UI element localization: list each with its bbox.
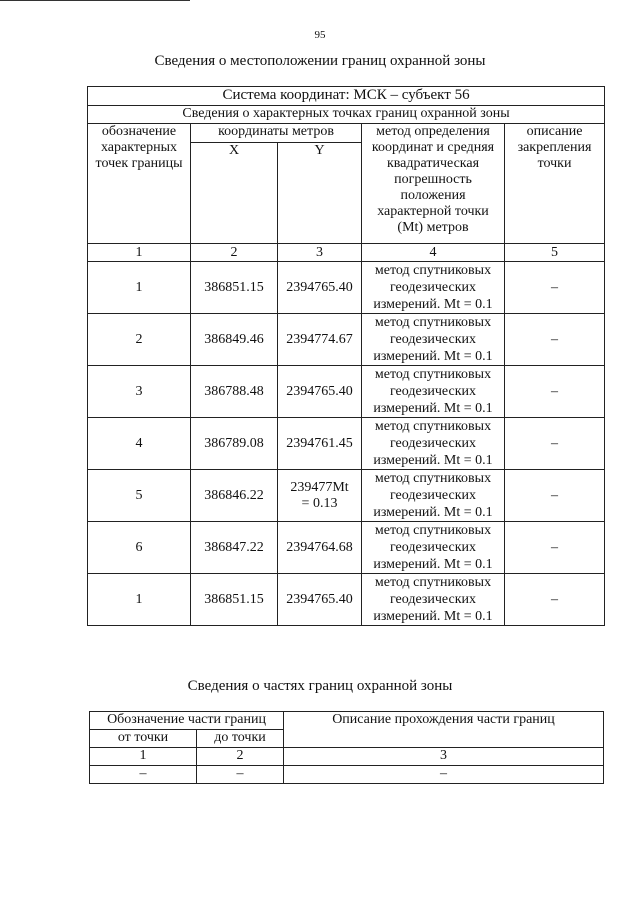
cell-x: 386847.22 (191, 522, 278, 574)
col-number: 3 (284, 748, 604, 766)
header-y: Y (278, 143, 362, 244)
cell-point: 4 (88, 418, 191, 470)
table-row (90, 766, 604, 784)
cell-from: – (90, 766, 197, 784)
coordinate-system: Система координат: МСК – субъект 56 (88, 87, 605, 106)
cell-point: 3 (88, 366, 191, 418)
header-method: метод определения координат и средняя квадратическая погрешность положения характерной точки (Mt) метров (362, 124, 505, 244)
cell-y: 2394761.45 (278, 418, 362, 470)
table-row (88, 366, 605, 418)
table-row (88, 262, 605, 314)
table-row (88, 470, 605, 522)
col-number: 2 (197, 748, 284, 766)
col-number: 3 (278, 244, 362, 262)
heading-parts: Сведения о частях границ охранной зоны (187, 678, 453, 694)
cell-x: 386851.15 (191, 574, 278, 626)
cell-y: 2394765.40 (278, 574, 362, 626)
cell-desc: – (505, 470, 605, 522)
cell-desc: – (505, 522, 605, 574)
header-coords: координаты метров (191, 124, 362, 143)
header-part-desc: Описание прохождения части границ (284, 712, 604, 748)
cell-desc: – (505, 574, 605, 626)
cell-point: 1 (88, 262, 191, 314)
cell-y: 2394765.40 (278, 262, 362, 314)
cell-method: метод спутниковых геодезических измерений. Mt = 0.1 (362, 522, 505, 574)
cell-x: 386789.08 (191, 418, 278, 470)
cell-point: 6 (88, 522, 191, 574)
cell-method: метод спутниковых геодезических измерений. Mt = 0.1 (362, 314, 505, 366)
header-to: до точки (197, 730, 284, 748)
top-rule (0, 0, 190, 1)
table-subtitle: Сведения о характерных точках границ охранной зоны (88, 106, 605, 124)
cell-x: 386788.48 (191, 366, 278, 418)
cell-y: 239477Mt = 0.13 (278, 470, 362, 522)
cell-y: 2394774.67 (278, 314, 362, 366)
header-x: X (191, 143, 278, 244)
cell-desc: – (505, 366, 605, 418)
header-point: обозначение характерных точек границы (88, 124, 191, 244)
cell-method: метод спутниковых геодезических измерений. Mt = 0.1 (362, 574, 505, 626)
table-row (88, 574, 605, 626)
cell-point: 2 (88, 314, 191, 366)
table-row (88, 418, 605, 470)
cell-desc: – (505, 314, 605, 366)
boundary-points-table (87, 86, 605, 626)
boundary-parts-table (89, 711, 604, 784)
cell-method: метод спутниковых геодезических измерений. Mt = 0.1 (362, 262, 505, 314)
table-row (88, 314, 605, 366)
cell-method: метод спутниковых геодезических измерений. Mt = 0.1 (362, 418, 505, 470)
col-number: 4 (362, 244, 505, 262)
table-row (88, 522, 605, 574)
cell-y: 2394764.68 (278, 522, 362, 574)
cell-method: метод спутниковых геодезических измерений. Mt = 0.1 (362, 470, 505, 522)
col-number: 1 (90, 748, 197, 766)
heading-boundaries: Сведения о местоположении границ охранной зоны (154, 53, 486, 69)
col-number: 1 (88, 244, 191, 262)
header-desc: описание закрепления точки (505, 124, 605, 244)
page-number: 95 (314, 29, 326, 41)
col-number: 5 (505, 244, 605, 262)
cell-desc: – (505, 262, 605, 314)
cell-method: метод спутниковых геодезических измерений. Mt = 0.1 (362, 366, 505, 418)
cell-point: 1 (88, 574, 191, 626)
col-number: 2 (191, 244, 278, 262)
cell-y: 2394765.40 (278, 366, 362, 418)
cell-x: 386846.22 (191, 470, 278, 522)
cell-desc: – (505, 418, 605, 470)
cell-x: 386849.46 (191, 314, 278, 366)
header-from: от точки (90, 730, 197, 748)
cell-part-desc: – (284, 766, 604, 784)
cell-to: – (197, 766, 284, 784)
cell-point: 5 (88, 470, 191, 522)
header-part: Обозначение части границ (90, 712, 284, 730)
cell-x: 386851.15 (191, 262, 278, 314)
